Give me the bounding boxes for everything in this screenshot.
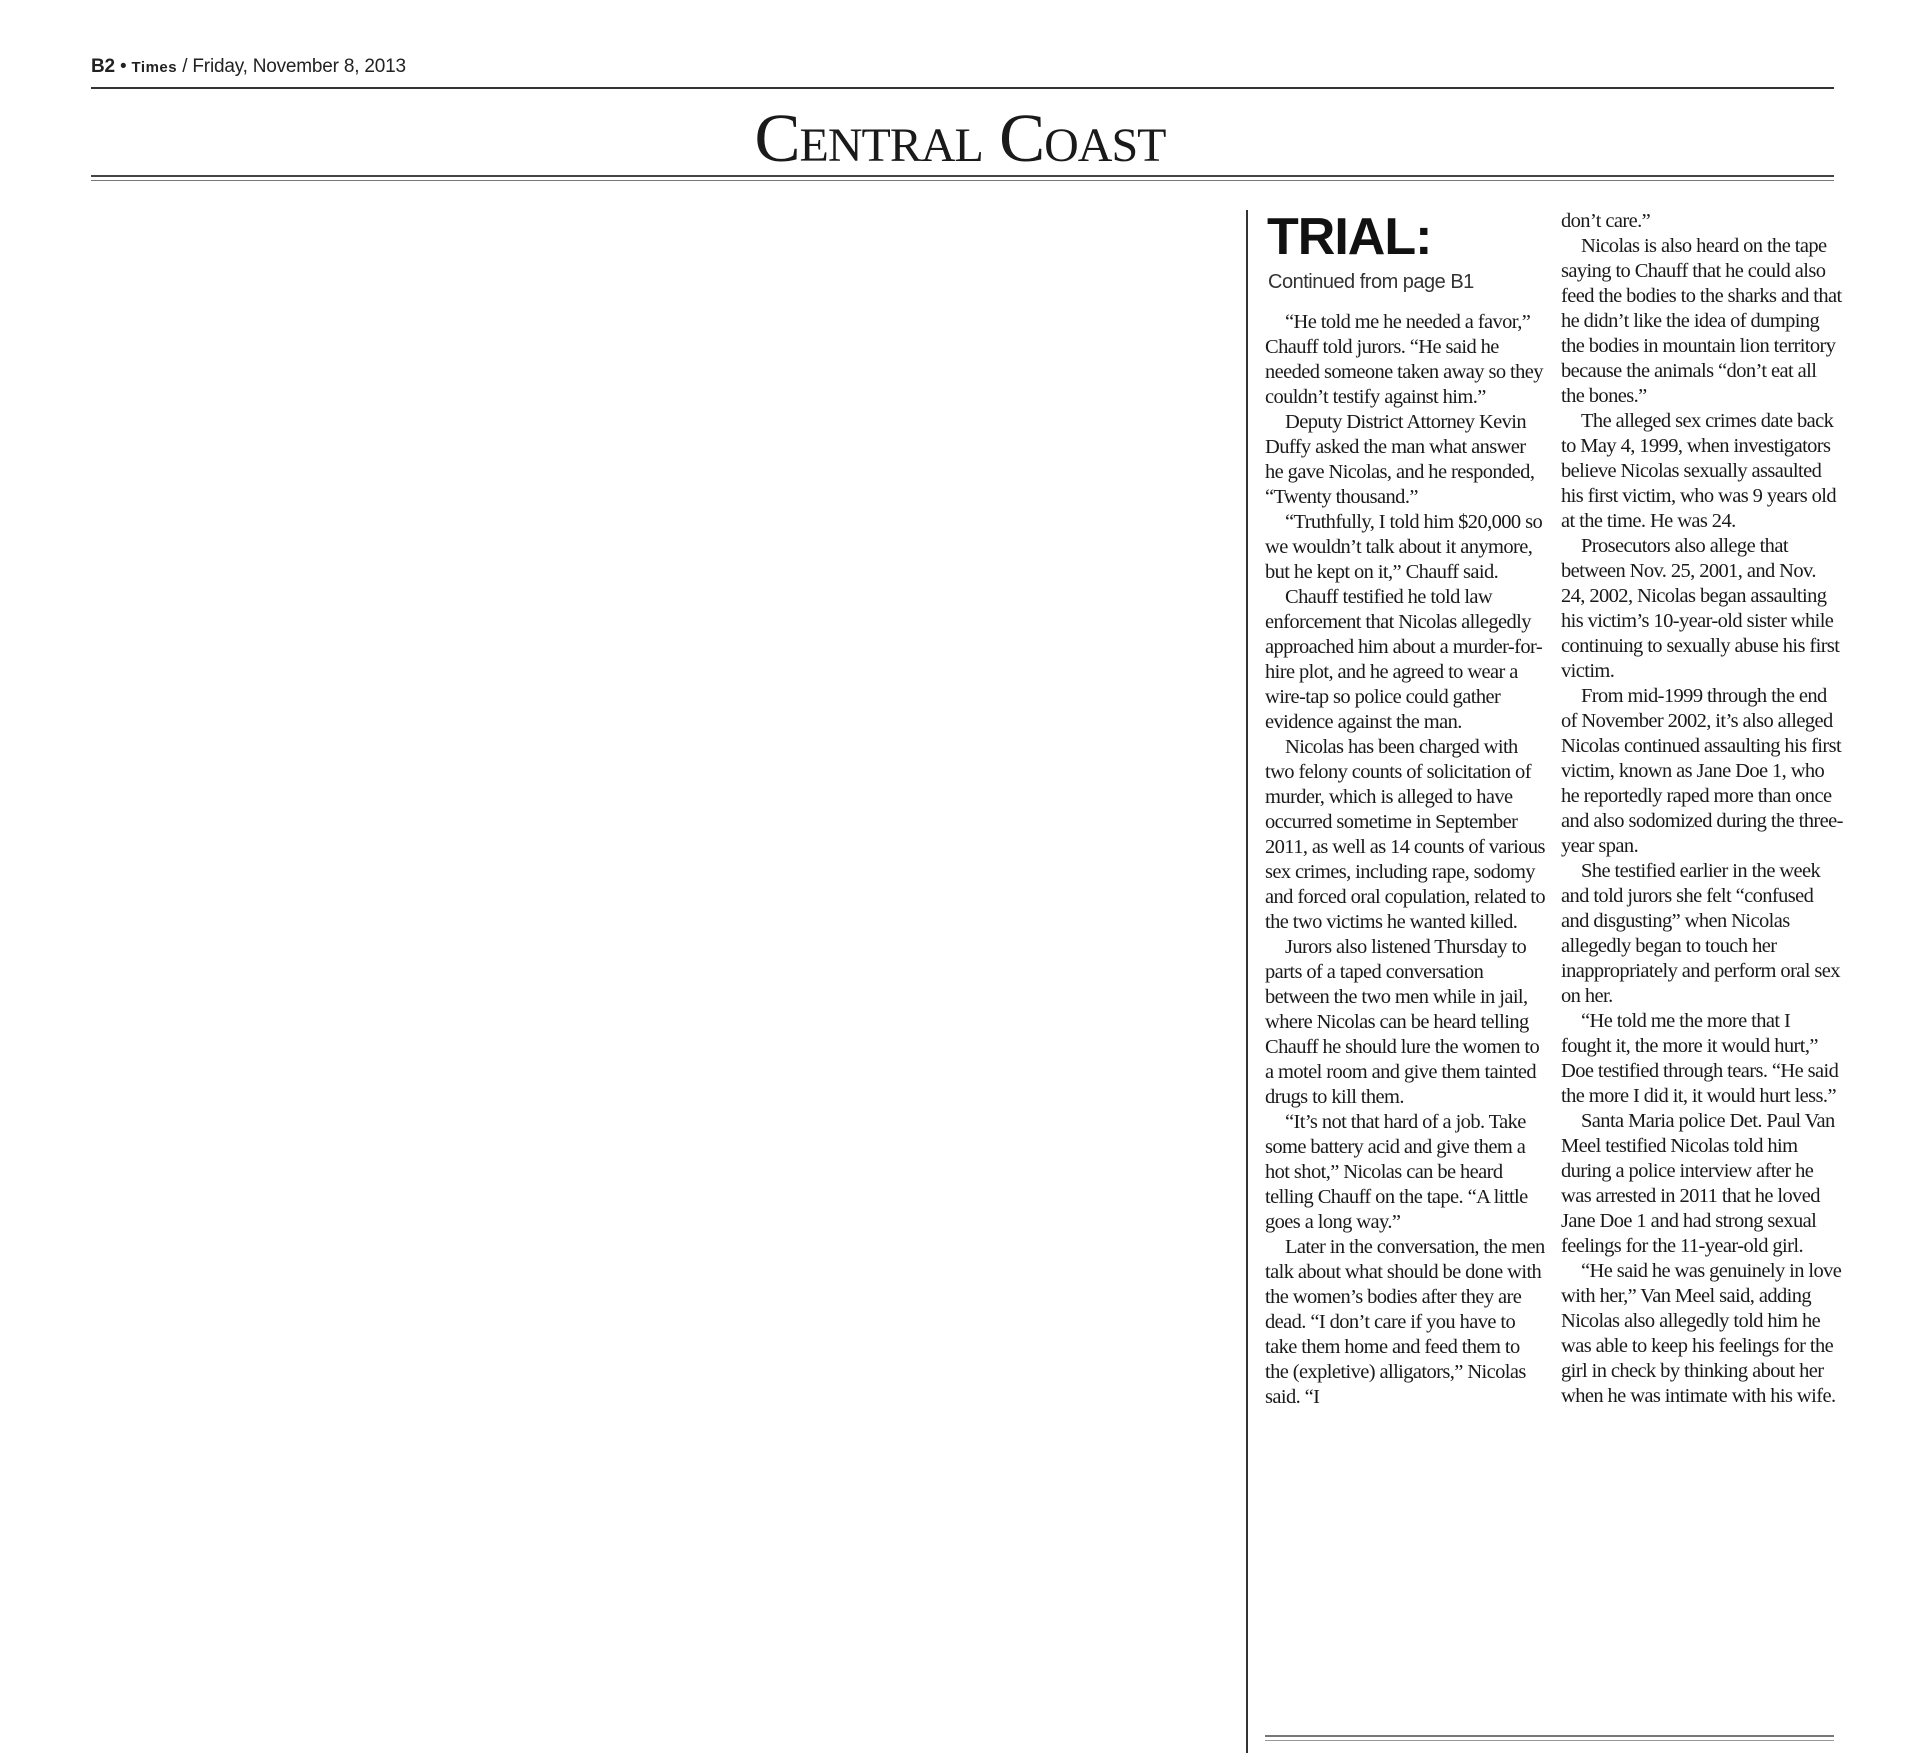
newspaper-name: Times (131, 59, 178, 76)
paragraph: Santa Maria police Det. Paul Van Meel testified Nicolas told him during a police interview after he was arrested in 2011 that he loved Jane Doe 1 and had strong sexual feelings for the 11-year-old girl. (1561, 1110, 1835, 1257)
paragraph: “He said he was genuinely in love with her,” Van Meel said, adding Nicolas also allegedly told him he was able to keep his feelings for the girl in check by thinking about her when he was intimate with his wife. (1561, 1260, 1842, 1407)
article-column-2 (1561, 209, 1843, 1409)
page-number: B2 (91, 56, 115, 77)
paragraph: From mid-1999 through the end of November 2002, it’s also alleged Nicolas continued assaulting his first victim, known as Jane Doe 1, who he reportedly raped more than once and also sodomized during the three-year span. (1561, 685, 1843, 857)
article-end-rule-thick (1265, 1735, 1834, 1737)
paragraph: Jurors also listened Thursday to parts of a taped conversation between the two men while in jail, where Nicolas can be heard telling Chauff he should lure the women to a motel room and give them tainted drugs to kill them. (1265, 936, 1540, 1108)
paragraph: Later in the conversation, the men talk about what should be done with the women’s bodies after they are dead. “I don’t care if you have to take them home and feed them to the (expletive) alligators,” Nicolas said. “I (1265, 1236, 1545, 1408)
header-rule (91, 87, 1834, 89)
paragraph: She testified earlier in the week and told jurors she felt “confused and disgusting” when Nicolas allegedly began to touch her inappropriately and perform oral sex on her. (1561, 860, 1840, 1007)
paragraph-continuation: don’t care.” (1561, 210, 1651, 232)
page-folio (91, 56, 406, 78)
publication-date: Friday, November 8, 2013 (192, 56, 406, 77)
section-rule-thick (91, 175, 1834, 177)
section-title: Central Coast (754, 100, 1166, 176)
article-end-rule-thin (1265, 1740, 1834, 1741)
paragraph: Nicolas is also heard on the tape saying to Chauff that he could also feed the bodies to the sharks and that he didn’t like the idea of dumping the bodies in mountain lion territory because the animals “don’t eat all the bones.” (1561, 235, 1842, 407)
paragraph: “He told me the more that I fought it, the more it would hurt,” Doe testified through tears. “He said the more I did it, it would hurt less.” (1561, 1010, 1839, 1107)
paragraph: Chauff testified he told law enforcement that Nicolas allegedly approached him about a murder-for-hire plot, and he agreed to wear a wire-tap so police could gather evidence against the man. (1265, 586, 1543, 733)
paragraph: Deputy District Attorney Kevin Duffy asked the man what answer he gave Nicolas, and he responded, “Twenty thousand.” (1265, 411, 1535, 508)
folio-bullet: • (119, 56, 127, 77)
paragraph: “He told me he needed a favor,” Chauff told jurors. “He said he needed someone taken away so they couldn’t testify against him.” (1265, 311, 1543, 408)
column-divider (1246, 210, 1248, 1753)
folio-separator: / (182, 56, 188, 77)
article-column-1 (1265, 310, 1547, 1410)
paragraph: The alleged sex crimes date back to May 4, 1999, when investigators believe Nicolas sexually assaulted his first victim, who was 9 years old at the time. He was 24. (1561, 410, 1837, 532)
paragraph: “Truthfully, I told him $20,000 so we wouldn’t talk about it anymore, but he kept on it,” Chauff said. (1265, 511, 1543, 583)
section-rule-thin (91, 180, 1834, 181)
paragraph: “It’s not that hard of a job. Take some battery acid and give them a hot shot,” Nicolas can be heard telling Chauff on the tape. “A little goes a long way.” (1265, 1111, 1528, 1233)
paragraph: Nicolas has been charged with two felony counts of solicitation of murder, which is alleged to have occurred sometime in September 2011, as well as 14 counts of various sex crimes, including rape, sodomy and forced oral copulation, related to the two victims he wanted killed. (1265, 736, 1546, 933)
paragraph: Prosecutors also allege that between Nov. 25, 2001, and Nov. 24, 2002, Nicolas began assaulting his victim’s 10-year-old sister while continuing to sexually abuse his first victim. (1561, 535, 1840, 682)
article-headline: TRIAL: (1267, 208, 1432, 266)
jump-line: Continued from page B1 (1268, 271, 1474, 293)
